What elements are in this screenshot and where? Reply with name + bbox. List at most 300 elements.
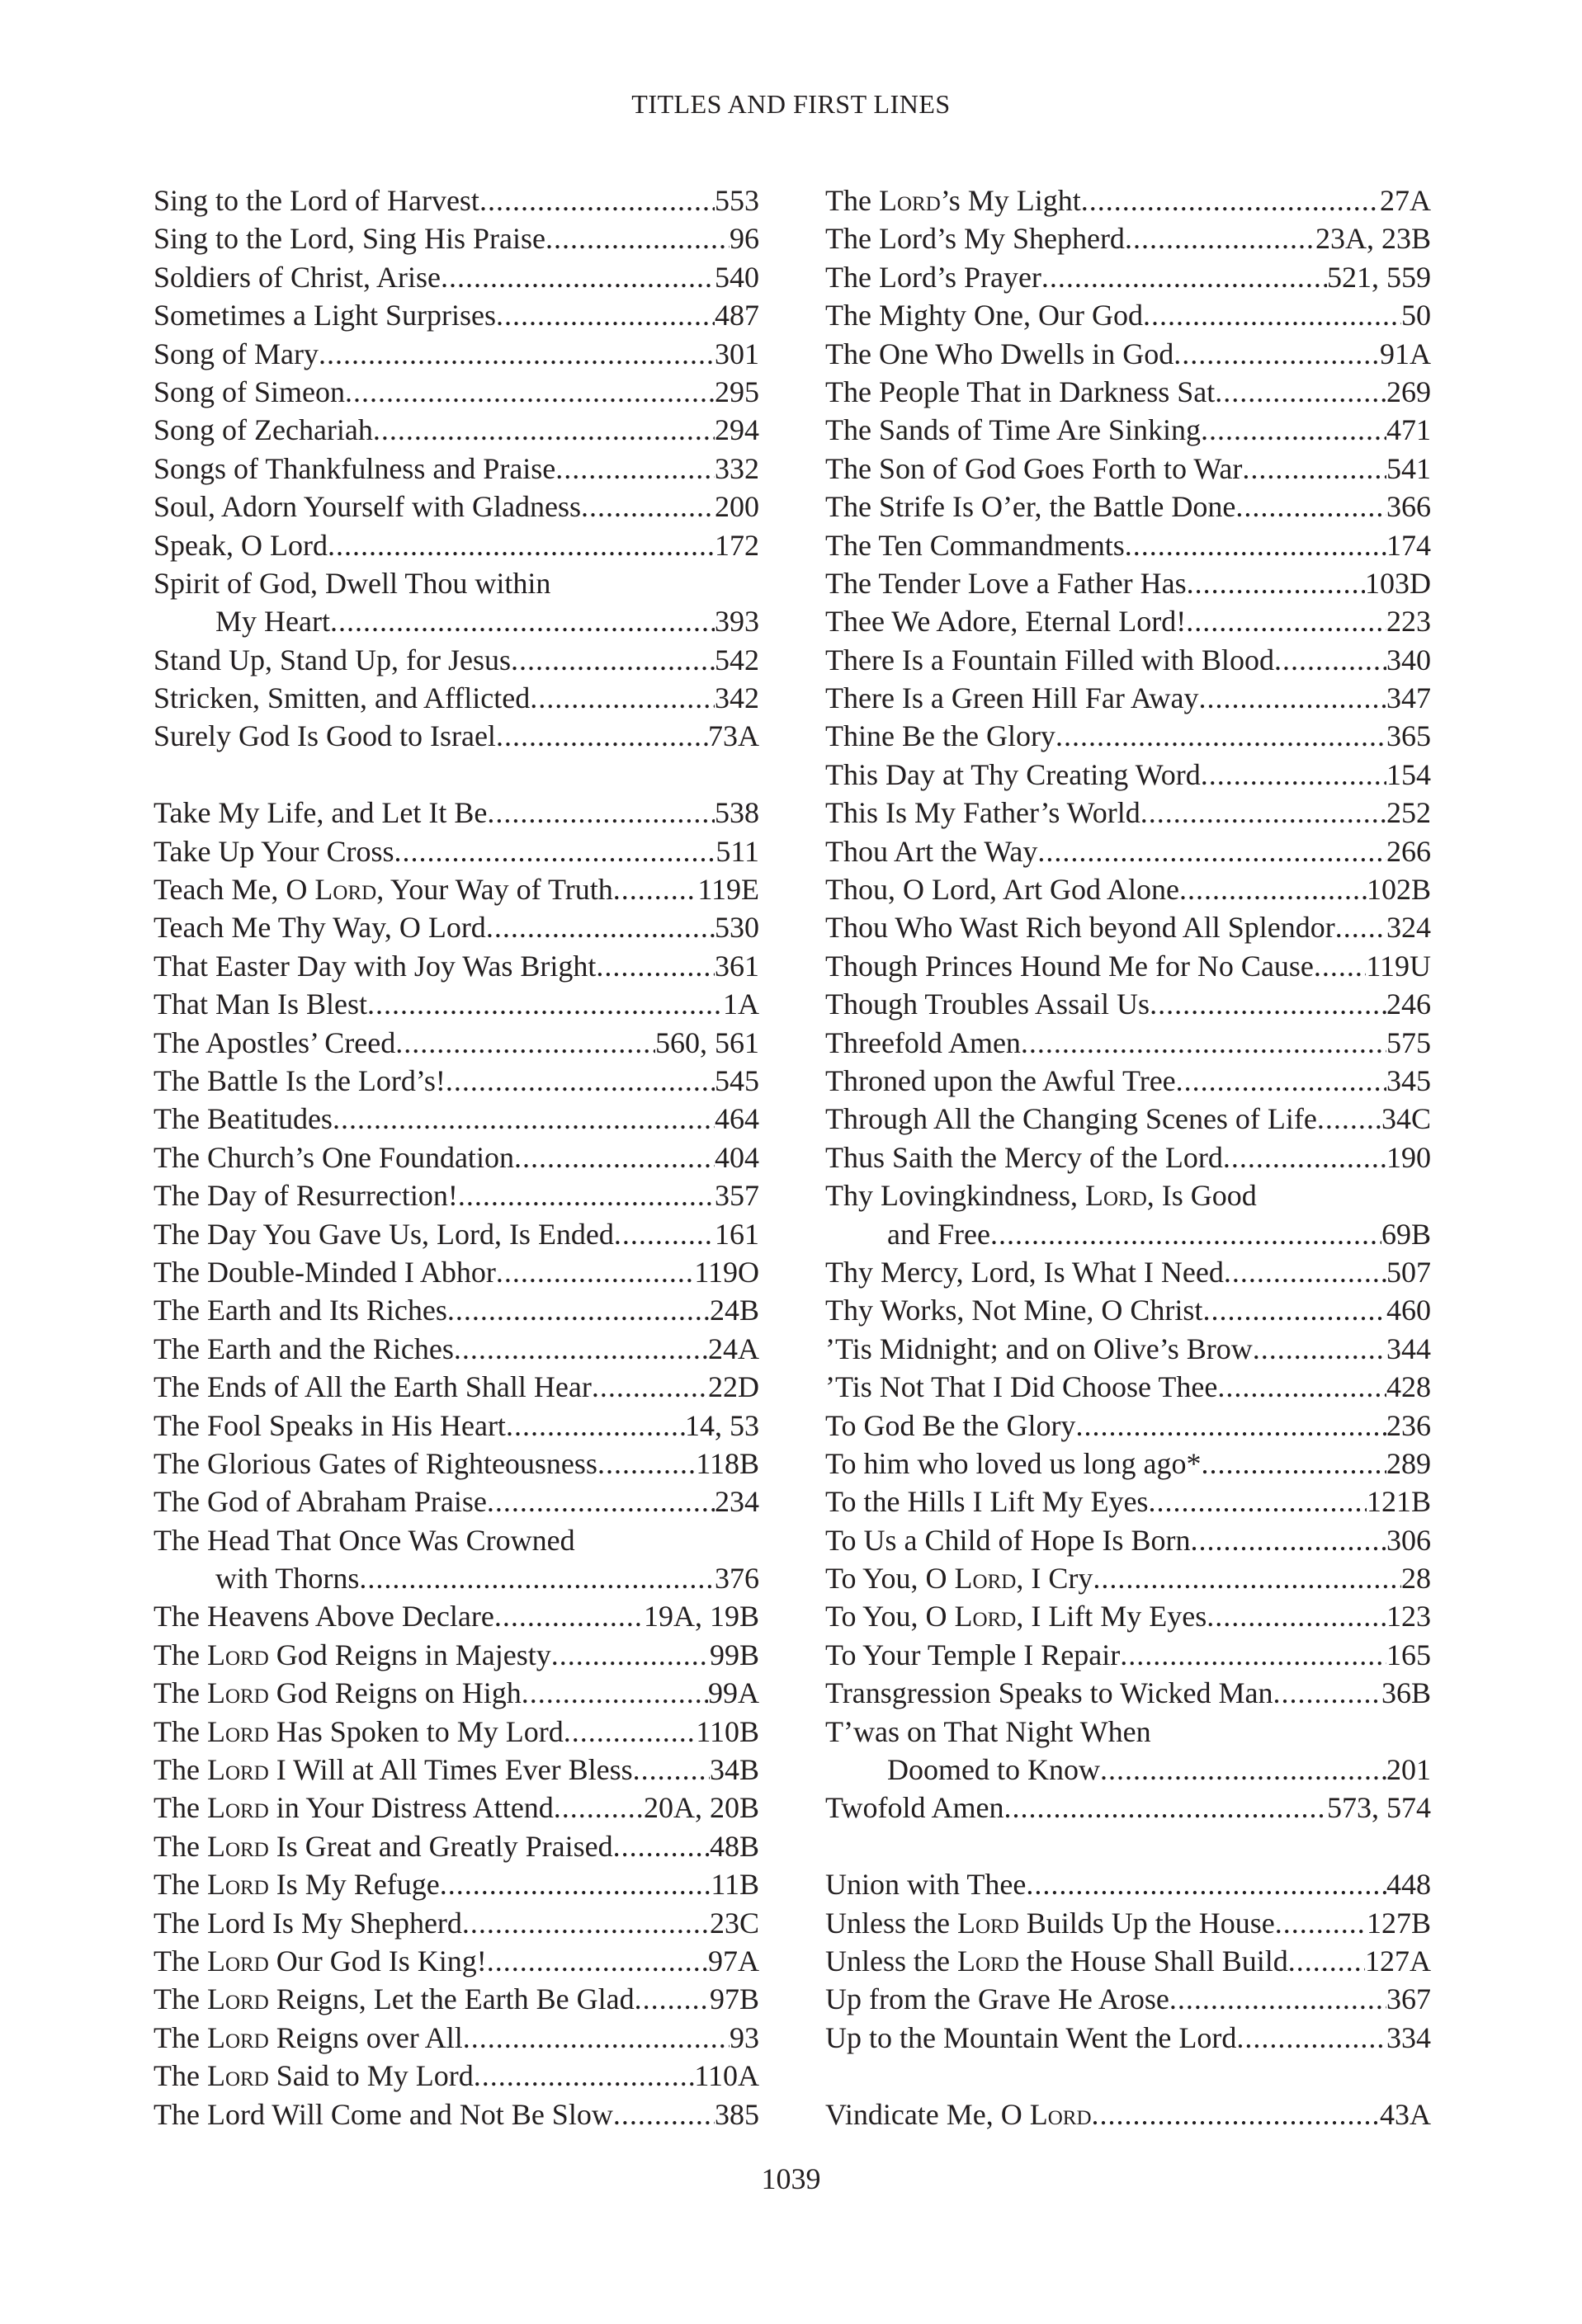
dot-leader <box>1217 1368 1386 1406</box>
entry-number: 404 <box>715 1140 759 1174</box>
dot-leader <box>474 2057 695 2095</box>
index-entry <box>825 1559 1431 1597</box>
dot-leader <box>597 1445 696 1483</box>
entry-number: 97B <box>709 1982 759 2016</box>
entry-number: 530 <box>715 911 759 945</box>
entry-title: Sing to the Lord of Harvest <box>153 184 479 217</box>
index-entry <box>825 1253 1431 1291</box>
index-entry <box>825 2019 1431 2057</box>
index-entry <box>825 1904 1431 1942</box>
dot-leader <box>1187 564 1365 602</box>
index-entry <box>153 1865 759 1903</box>
entry-number: 110A <box>694 2059 759 2093</box>
dot-leader <box>1143 296 1401 334</box>
dot-leader <box>1041 258 1327 296</box>
page-number: 1039 <box>761 2162 821 2195</box>
index-entry <box>825 488 1431 526</box>
entry-title: Threefold Amen <box>825 1025 1021 1059</box>
entry-title: This Day at Thy Creating Word <box>825 757 1201 791</box>
index-entry <box>153 1291 759 1329</box>
index-entry <box>153 1713 759 1751</box>
dot-leader <box>1314 947 1366 985</box>
entry-number: 73A <box>708 719 759 753</box>
index-entry <box>153 1483 759 1520</box>
index-entry <box>153 450 759 488</box>
index-entry <box>153 1827 759 1865</box>
entry-title: The Double-Minded I Abhor <box>153 1255 496 1289</box>
entry-number: 542 <box>715 643 759 676</box>
entry-title: That Easter Day with Joy Was Bright <box>153 949 597 983</box>
dot-leader <box>487 1942 708 1980</box>
index-entry <box>825 1483 1431 1520</box>
entry-title: The People That in Darkness Sat <box>825 375 1216 408</box>
entry-title: To God Be the Glory <box>825 1408 1076 1442</box>
entry-number: 103D <box>1365 566 1431 600</box>
entry-title: Soul, Adorn Yourself with Gladness <box>153 490 582 524</box>
entry-title: To the Hills I Lift My Eyes <box>825 1485 1149 1519</box>
entry-title: Up to the Mountain Went the Lord <box>825 2020 1237 2054</box>
entry-title: Take My Life, and Let It Be <box>153 796 488 830</box>
entry-number: 324 <box>1386 911 1431 945</box>
entry-number: 43A <box>1380 2097 1431 2131</box>
dot-leader <box>1202 1291 1386 1329</box>
dot-leader <box>506 1407 685 1445</box>
index-entry <box>153 1674 759 1712</box>
index-entry <box>825 296 1431 334</box>
index-entry <box>153 832 759 870</box>
index-entry <box>153 1751 759 1789</box>
entry-number: 252 <box>1386 796 1431 830</box>
index-entry <box>825 985 1431 1023</box>
dot-leader <box>564 1713 697 1751</box>
entry-number: 127A <box>1365 1944 1431 1978</box>
entry-title: Song of Mary <box>153 337 319 370</box>
entry-title: Thou, O Lord, Art God Alone <box>825 873 1179 907</box>
entry-number: 236 <box>1386 1408 1431 1442</box>
dot-leader <box>596 947 715 985</box>
dot-leader <box>1223 1138 1386 1176</box>
entry-title: The Lord Reigns over All <box>153 2020 463 2054</box>
index-entry <box>825 1865 1431 1903</box>
entry-number: 172 <box>715 528 759 562</box>
index-entry <box>825 1330 1431 1368</box>
entry-number: 295 <box>715 375 759 408</box>
dot-leader <box>990 1215 1381 1253</box>
dot-leader <box>373 411 715 449</box>
entry-title: The Lord in Your Distress Attend <box>153 1791 554 1825</box>
dot-leader <box>614 1215 715 1253</box>
index-entry <box>153 564 759 641</box>
entry-title: Song of Zechariah <box>153 413 373 447</box>
entry-title: Song of Simeon <box>153 375 346 408</box>
entry-title: Stricken, Smitten, and Afflicted <box>153 681 531 715</box>
entry-number: 119U <box>1366 949 1431 983</box>
entry-number: 19A, 19B <box>643 1600 759 1633</box>
entry-number: 269 <box>1386 375 1431 408</box>
index-entry <box>825 947 1431 985</box>
entry-number: 471 <box>1386 413 1431 447</box>
entry-number: 200 <box>715 490 759 524</box>
index-entry <box>153 947 759 985</box>
index-entry <box>153 488 759 526</box>
index-entry <box>825 1407 1431 1445</box>
entry-title: and Free <box>887 1217 990 1251</box>
dot-leader <box>1201 1445 1386 1483</box>
dot-leader <box>454 1330 708 1368</box>
dot-leader <box>1140 794 1386 832</box>
entry-number: 165 <box>1386 1638 1431 1671</box>
index-entry <box>153 794 759 832</box>
index-entry <box>153 1215 759 1253</box>
dot-leader <box>1125 219 1315 257</box>
entry-title: This Is My Father’s World <box>825 796 1140 830</box>
entry-title: The Ten Commandments <box>825 528 1125 562</box>
dot-leader <box>1021 1024 1386 1062</box>
entry-number: 91A <box>1380 337 1431 370</box>
dot-leader <box>1273 1674 1381 1712</box>
dot-leader <box>494 1597 644 1635</box>
entry-title: Thy Lovingkindness, Lord, Is Good <box>825 1179 1257 1213</box>
entry-number: 511 <box>715 834 759 868</box>
index-entry <box>825 1942 1431 1980</box>
entry-title: The Church’s One Foundation <box>153 1140 514 1174</box>
index-entry <box>153 1253 759 1291</box>
entry-number: 334 <box>1386 2020 1431 2054</box>
dot-leader <box>1207 1597 1386 1635</box>
dot-leader <box>458 1176 715 1214</box>
entry-title: Thus Saith the Mercy of the Lord <box>825 1140 1223 1174</box>
dot-leader <box>613 870 698 908</box>
dot-leader <box>1176 1062 1386 1100</box>
entry-number: 22D <box>708 1370 759 1404</box>
entry-title: Thine Be the Glory <box>825 719 1055 753</box>
entry-title: Unless the Lord the House Shall Build <box>825 1944 1288 1978</box>
dot-leader <box>395 1024 655 1062</box>
dot-leader <box>1288 1942 1365 1980</box>
index-entry <box>153 717 759 755</box>
dot-leader <box>514 1138 715 1176</box>
entry-title: My Heart <box>215 605 330 639</box>
entry-number: 538 <box>715 796 759 830</box>
entry-number: 487 <box>715 299 759 332</box>
entry-number: 34B <box>709 1753 759 1787</box>
index-entry <box>825 1789 1431 1827</box>
entry-title: T’was on That Night When <box>825 1714 1151 1748</box>
section-gap <box>825 2057 1431 2095</box>
entry-title: Unless the Lord Builds Up the House <box>825 1906 1275 1940</box>
index-entry <box>153 1789 759 1827</box>
dot-leader <box>554 1789 644 1827</box>
entry-title: Thou Who Wast Rich beyond All Splendor <box>825 911 1335 945</box>
index-entry <box>825 1024 1431 1062</box>
dot-leader <box>486 908 715 946</box>
entry-title: The Lord’s Prayer <box>825 260 1041 294</box>
index-entry <box>153 1445 759 1483</box>
dot-leader <box>1275 1904 1367 1942</box>
index-entry <box>153 1176 759 1214</box>
index-entry <box>153 526 759 564</box>
index-entry <box>825 1176 1431 1253</box>
entry-title: To him who loved us long ago* <box>825 1446 1202 1480</box>
dot-leader <box>1317 1100 1381 1138</box>
index-entry <box>825 411 1431 449</box>
index-entry <box>825 1674 1431 1712</box>
entry-number: 289 <box>1386 1446 1431 1480</box>
entry-title: The Lord Our God Is King! <box>153 1944 487 1978</box>
dot-leader <box>1201 411 1386 449</box>
entry-number: 460 <box>1386 1294 1431 1327</box>
section-gap <box>825 1827 1431 1865</box>
entry-number: 332 <box>715 451 759 485</box>
entry-title: Speak, O Lord <box>153 528 328 562</box>
index-entry <box>153 373 759 411</box>
entry-title: Thy Works, Not Mine, O Christ <box>825 1294 1203 1327</box>
dot-leader <box>530 679 715 717</box>
index-entry <box>153 258 759 296</box>
entry-number: 118B <box>696 1446 759 1480</box>
entry-number: 121B <box>1366 1485 1431 1519</box>
dot-leader <box>635 1980 710 2018</box>
entry-title: To You, O Lord, I Cry <box>825 1562 1093 1596</box>
index-entry <box>825 1521 1431 1559</box>
entry-number: 340 <box>1386 643 1431 676</box>
index-entry <box>153 985 759 1023</box>
index-entry <box>825 832 1431 870</box>
index-entry <box>825 564 1431 602</box>
entry-number: 201 <box>1386 1753 1431 1787</box>
index-entry <box>825 1636 1431 1674</box>
entry-title: The Lord God Reigns in Majesty <box>153 1638 551 1671</box>
dot-leader <box>1037 832 1386 870</box>
entry-title: Vindicate Me, O Lord <box>825 2097 1092 2131</box>
dot-leader <box>1224 1253 1386 1291</box>
index-entry <box>825 181 1431 219</box>
dot-leader <box>1253 1330 1386 1368</box>
entry-title: ’Tis Midnight; and on Olive’s Brow <box>825 1332 1253 1365</box>
dot-leader <box>1026 1865 1386 1903</box>
entry-number: 36B <box>1381 1676 1431 1710</box>
dot-leader <box>1148 1483 1367 1520</box>
entry-title: The Sands of Time Are Sinking <box>825 413 1202 447</box>
entry-title: The One Who Dwells in God <box>825 337 1174 370</box>
dot-leader <box>1235 488 1386 526</box>
index-entry <box>825 1597 1431 1635</box>
entry-title: To Us a Child of Hope Is Born <box>825 1523 1191 1557</box>
dot-leader <box>1093 1559 1401 1597</box>
dot-leader <box>551 1636 710 1674</box>
dot-leader <box>328 526 715 564</box>
entry-title: The Lord Said to My Lord <box>153 2059 474 2093</box>
entry-number: 48B <box>709 1829 759 1863</box>
entry-number: 361 <box>715 949 759 983</box>
entry-title: Songs of Thankfulness and Praise <box>153 451 556 485</box>
index-entry <box>153 1368 759 1406</box>
index-entry <box>153 908 759 946</box>
entry-title: with Thorns <box>215 1562 360 1596</box>
entry-title: Surely God Is Good to Israel <box>153 719 496 753</box>
index-entry <box>825 450 1431 488</box>
entry-number: 93 <box>730 2020 759 2054</box>
entry-number: 385 <box>715 2097 759 2131</box>
entry-number: 99A <box>708 1676 759 1710</box>
entry-title: Thou Art the Way <box>825 834 1038 868</box>
entry-title: Throned upon the Awful Tree <box>825 1063 1176 1097</box>
entry-number: 127B <box>1366 1906 1431 1940</box>
index-entry <box>825 1713 1431 1789</box>
dot-leader <box>496 296 715 334</box>
entry-number: 366 <box>1386 490 1431 524</box>
index-entry <box>825 1980 1431 2018</box>
entry-number: 545 <box>715 1063 759 1097</box>
index-entry <box>825 2095 1431 2133</box>
entry-title: To Your Temple I Repair <box>825 1638 1121 1671</box>
entry-number: 11B <box>711 1868 759 1902</box>
entry-number: 20A, 20B <box>643 1791 759 1825</box>
index-entry <box>153 411 759 449</box>
entry-title: That Man Is Blest <box>153 988 367 1021</box>
dot-leader <box>330 602 715 640</box>
entry-number: 99B <box>709 1638 759 1671</box>
entry-number: 376 <box>715 1562 759 1596</box>
dot-leader <box>1055 717 1386 755</box>
dot-leader <box>545 219 730 257</box>
dot-leader <box>1075 1407 1386 1445</box>
index-entry <box>825 1100 1431 1138</box>
entry-title: To You, O Lord, I Lift My Eyes <box>825 1600 1207 1633</box>
entry-number: 27A <box>1380 184 1431 217</box>
index-column-right <box>825 181 1431 2133</box>
dot-leader <box>633 1751 710 1789</box>
entry-number: 541 <box>1386 451 1431 485</box>
entry-number: 301 <box>715 337 759 370</box>
entry-number: 123 <box>1386 1600 1431 1633</box>
index-entry <box>825 602 1431 640</box>
entry-title: Though Troubles Assail Us <box>825 988 1150 1021</box>
index-entry <box>825 794 1431 832</box>
index-entry <box>153 335 759 373</box>
entry-number: 428 <box>1386 1370 1431 1404</box>
dot-leader <box>1190 1521 1386 1559</box>
entry-number: 365 <box>1386 719 1431 753</box>
index-entry <box>153 181 759 219</box>
index-entry <box>825 258 1431 296</box>
index-entry <box>153 1597 759 1635</box>
running-header: TITLES AND FIRST LINES <box>631 89 951 119</box>
dot-leader <box>447 1291 710 1329</box>
entry-title: The Apostles’ Creed <box>153 1025 396 1059</box>
entry-number: 357 <box>715 1179 759 1213</box>
entry-title: The Strife Is O’er, the Battle Done <box>825 490 1236 524</box>
entry-number: 24A <box>708 1332 759 1365</box>
entry-number: 119O <box>694 1255 759 1289</box>
entry-title: The Lord’s My Shepherd <box>825 222 1125 256</box>
entry-number: 23A, 23B <box>1315 222 1431 256</box>
entry-number: 540 <box>715 260 759 294</box>
entry-title: The Fool Speaks in His Heart <box>153 1408 506 1442</box>
entry-number: 553 <box>715 184 759 217</box>
index-entry <box>153 1100 759 1138</box>
index-entry <box>153 1942 759 1980</box>
dot-leader <box>613 1827 710 1865</box>
dot-leader <box>394 832 716 870</box>
dot-leader <box>319 335 715 373</box>
entry-title: The Lord’s My Light <box>825 184 1081 217</box>
entry-title: Thee We Adore, Eternal Lord! <box>825 605 1187 639</box>
entry-title: Sometimes a Light Surprises <box>153 299 496 332</box>
entry-number: 464 <box>715 1102 759 1136</box>
entry-title: The Glorious Gates of Righteousness <box>153 1446 597 1480</box>
entry-title: The Lord I Will at All Times Ever Bless <box>153 1753 633 1787</box>
dot-leader <box>613 2095 715 2133</box>
entry-number: 573, 574 <box>1327 1791 1431 1825</box>
dot-leader <box>511 641 715 679</box>
entry-title: Sing to the Lord, Sing His Praise <box>153 222 545 256</box>
entry-number: 110B <box>696 1714 759 1748</box>
entry-title: The Mighty One, Our God <box>825 299 1143 332</box>
dot-leader <box>1186 602 1386 640</box>
index-entry <box>825 1291 1431 1329</box>
dot-leader <box>333 1100 715 1138</box>
entry-title: The Tender Love a Father Has <box>825 566 1187 600</box>
entry-number: 223 <box>1386 605 1431 639</box>
entry-number: 161 <box>715 1217 759 1251</box>
entry-title: Teach Me Thy Way, O Lord <box>153 911 486 945</box>
entry-title: The Day You Gave Us, Lord, Is Ended <box>153 1217 614 1251</box>
entry-title: The Lord Has Spoken to My Lord <box>153 1714 564 1748</box>
dot-leader <box>496 717 708 755</box>
entry-title: The Heavens Above Declare <box>153 1600 494 1633</box>
entry-number: 23C <box>709 1906 759 1940</box>
entry-title: Thy Mercy, Lord, Is What I Need <box>825 1255 1224 1289</box>
entry-title: The Head That Once Was Crowned <box>153 1523 575 1557</box>
entry-number: 342 <box>715 681 759 715</box>
entry-number: 234 <box>715 1485 759 1519</box>
entry-number: 102B <box>1366 873 1431 907</box>
index-entry <box>153 1138 759 1176</box>
entry-title: The Beatitudes <box>153 1102 333 1136</box>
dot-leader <box>479 181 715 219</box>
entry-number: 344 <box>1386 1332 1431 1365</box>
entry-number: 69B <box>1381 1217 1431 1251</box>
index-entry <box>825 1062 1431 1100</box>
dot-leader <box>463 2019 730 2057</box>
entry-number: 575 <box>1386 1025 1431 1059</box>
entry-number: 347 <box>1386 681 1431 715</box>
entry-number: 190 <box>1386 1140 1431 1174</box>
dot-leader <box>1215 373 1386 411</box>
dot-leader <box>462 1904 710 1942</box>
dot-leader <box>440 1865 711 1903</box>
entry-number: 507 <box>1386 1255 1431 1289</box>
entry-title: Transgression Speaks to Wicked Man <box>825 1676 1273 1710</box>
entry-number: 50 <box>1401 299 1431 332</box>
entry-title: Teach Me, O Lord, Your Way of Truth <box>153 873 613 907</box>
dot-leader <box>1335 908 1386 946</box>
dot-leader <box>1236 2019 1386 2057</box>
entry-number: 154 <box>1386 757 1431 791</box>
index-entry <box>825 870 1431 908</box>
index-entry <box>825 373 1431 411</box>
index-entry <box>825 335 1431 373</box>
entry-number: 266 <box>1386 834 1431 868</box>
entry-number: 1A <box>723 988 759 1021</box>
dot-leader <box>496 1253 694 1291</box>
entry-title: The God of Abraham Praise <box>153 1485 487 1519</box>
entry-number: 119E <box>697 873 759 907</box>
dot-leader <box>1092 2095 1380 2133</box>
entry-number: 34C <box>1381 1102 1431 1136</box>
index-entry <box>153 1904 759 1942</box>
